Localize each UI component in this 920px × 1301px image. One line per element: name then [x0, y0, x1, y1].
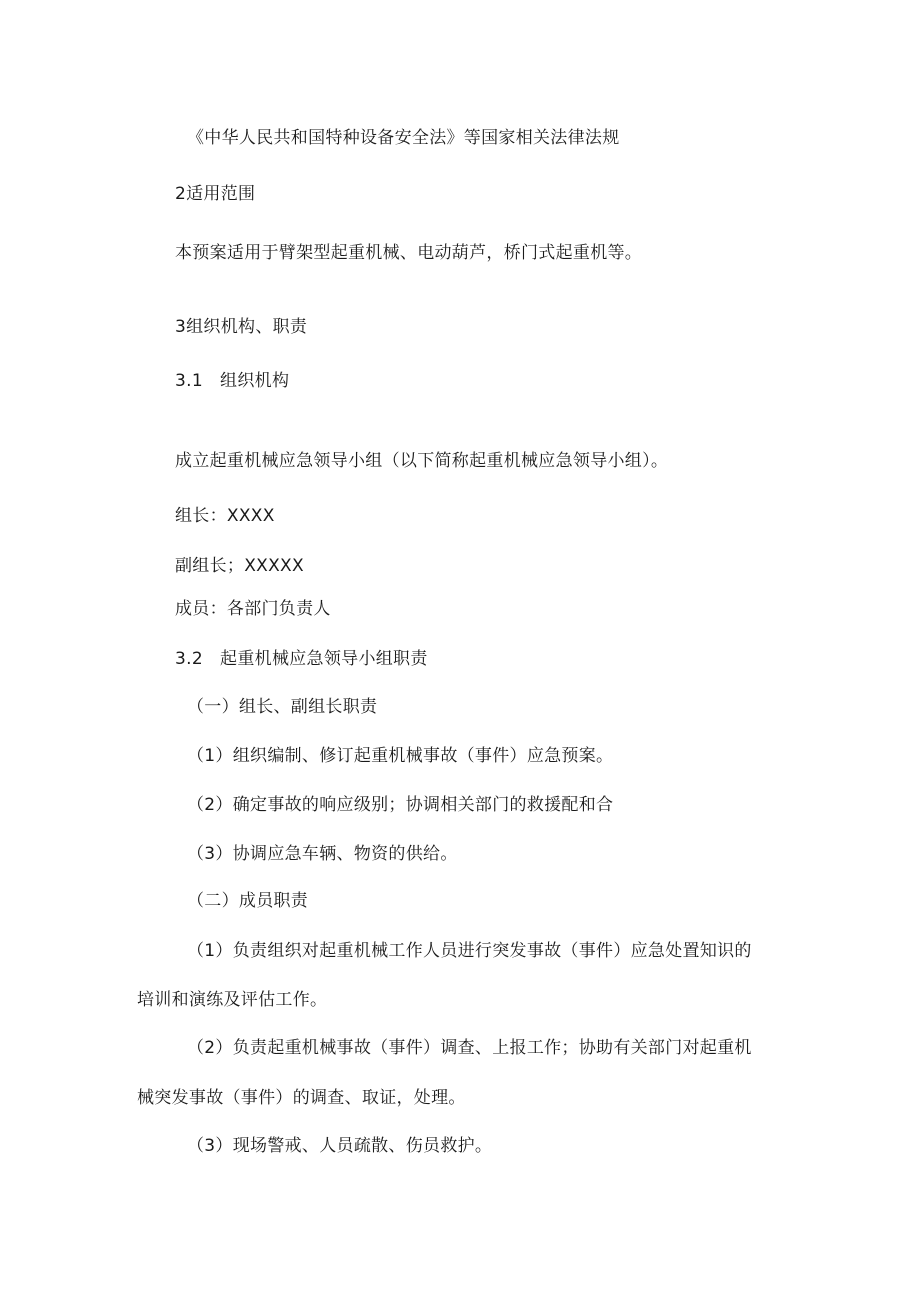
section-3-1-heading: 3.1 组织机构 [175, 371, 290, 391]
member-duty-3: （3）现场警戒、人员疏散、伤员救护。 [187, 1136, 493, 1156]
member-duty-2-part1: （2）负责起重机械事故（事件）调查、上报工作；协助有关部门对起重机 [187, 1038, 752, 1058]
leader-duty-2: （2）确定事故的响应级别；协调相关部门的救援配和合 [187, 795, 614, 815]
scope-text: 本预案适用于臂架型起重机械、电动葫芦，桥门式起重机等。 [175, 243, 643, 263]
deputy-leader-line: 副组长；XXXXX [175, 556, 304, 576]
members-line: 成员：各部门负责人 [175, 599, 331, 619]
member-duty-1-part2: 培训和演练及评估工作。 [137, 990, 328, 1010]
leader-duty-1: （1）组织编制、修订起重机械事故（事件）应急预案。 [187, 746, 614, 766]
member-duty-2-part2: 械突发事故（事件）的调查、取证，处理。 [137, 1088, 466, 1108]
org-setup-text: 成立起重机械应急领导小组（以下简称起重机械应急领导小组）。 [175, 451, 669, 471]
subsection-1-heading: （一）组长、副组长职责 [187, 697, 378, 717]
leader-line: 组长：XXXX [175, 506, 275, 526]
subsection-2-heading: （二）成员职责 [187, 891, 309, 911]
section-3-heading: 3组织机构、职责 [175, 317, 308, 337]
legal-basis-line: 《中华人民共和国特种设备安全法》等国家相关法律法规 [187, 128, 620, 148]
member-duty-1-part1: （1）负责组织对起重机械工作人员进行突发事故（事件）应急处置知识的 [187, 941, 752, 961]
section-3-2-heading: 3.2 起重机械应急领导小组职责 [175, 649, 428, 669]
leader-duty-3: （3）协调应急车辆、物资的供给。 [187, 844, 458, 864]
section-2-heading: 2适用范围 [175, 184, 256, 204]
